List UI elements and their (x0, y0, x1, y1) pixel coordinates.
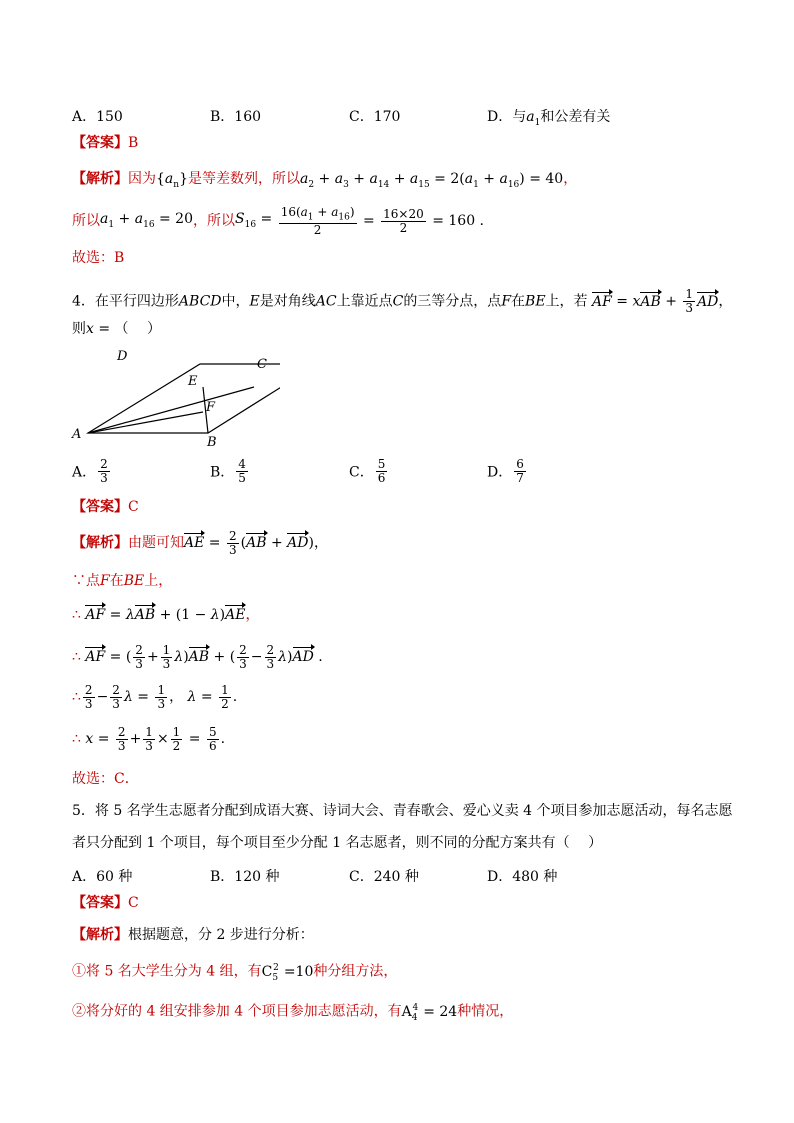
q5-stem-line2: 者只分配到 1 个项目，每个项目至少分配 1 名志愿者，则不同的分配方案共有（ ） (72, 835, 603, 851)
q5-step1: ①将 5 名大学生分为 4 组，有$C_5^2 =10$种分组方法， (72, 963, 398, 983)
q4-analysis-line4: ∴ AF = ( $\frac{2}{3}$ + $\frac{1}{3}$ λ)AB + ( $\frac{2}{3}$ − $\frac{2}{3}$ λ)AD . (72, 643, 323, 672)
q3-analysis-line2: 所以$a_1 + a_{16} = 20$，所以$S_{16}$ = $\frac{16(a_1 + a_{16})}{2}$ = $\frac{16\times 20}{2}$ = 160 . (72, 205, 485, 238)
label-f: F (206, 400, 216, 415)
q4-analysis-line2: ∵点F在BE上， (72, 573, 173, 589)
q4-conclusion: 故选：C． (72, 771, 139, 787)
q5-answer: 【答案】C (72, 895, 139, 911)
q3-conclusion: 故选：B (72, 250, 125, 266)
label-a: A (72, 427, 82, 442)
q4-answer: 【答案】C (72, 499, 139, 515)
q4-option-b: B． $\frac{4}{5}$ (210, 457, 246, 486)
q4-option-a: A． $\frac{2}{3}$ (72, 457, 108, 486)
label-b: B (207, 435, 217, 448)
q3-option-b: B．160 (210, 109, 262, 125)
q4-option-d: D． $\frac{6}{7}$ (487, 457, 524, 486)
q4-stem-line2: 则x = （ ） (72, 321, 161, 337)
q4-analysis-line6: ∴ x = $\frac{2}{3}$ + $\frac{1}{3}$ × $\frac{1}{2}$ = $\frac{5}{6}$ . (72, 725, 226, 754)
q3-analysis-line1: 【解析】因为$\{a_n\}$是等差数列，所以$a_2 + a_3 + a_{14} + a_{15} = 2(a_1 + a_{16}) = 40$， (72, 171, 578, 190)
q4-stem-line1: 4．在平行四边形ABCD中，E是对角线AC上靠近点C的三等分点，点F在BE上，若 AF = xAB + $\frac{1}{3}$ AD， (72, 287, 733, 316)
diagonal-ac (88, 387, 254, 433)
q3-answer: 【答案】B (72, 135, 139, 151)
label-c: C (257, 357, 267, 372)
q3-option-c: C．170 (349, 109, 401, 125)
q5-option-d: D．480 种 (487, 869, 558, 885)
parallelogram-abcd (88, 364, 280, 433)
q5-step2: ②将分好的 4 组安排参加 4 个项目参加志愿活动，有$A_4^4 = 24$种情况， (72, 1003, 514, 1023)
label-e: E (188, 374, 198, 389)
q4-analysis-line3: ∴ AF = λAB + (1 − λ)AE， (72, 607, 260, 623)
q4-analysis-line5: ∴ $\frac{2}{3}$ − $\frac{2}{3}$ λ = $\frac{1}{3}$ ， λ = $\frac{1}{2}$ . (72, 683, 238, 712)
q5-stem-line1: 5．将 5 名学生志愿者分配到成语大赛、诗词大会、青春歌会、爱心义卖 4 个项目参加志愿活动，每名志愿 (72, 803, 733, 819)
q3-option-a: A．150 (72, 109, 123, 125)
q5-option-b: B．120 种 (210, 869, 280, 885)
q4-analysis-line1: 【解析】由题可知AE = $\frac{2}{3}$ (AB + AD)， (72, 529, 328, 558)
label-d: D (117, 349, 128, 364)
q3-option-d: D．与$a_1$和公差有关 (487, 109, 611, 128)
q5-option-a: A．60 种 (72, 869, 133, 885)
parallelogram-figure (70, 348, 280, 448)
q5-analysis: 【解析】根据题意，分 2 步进行分析： (72, 927, 314, 943)
q4-option-c: C． $\frac{5}{6}$ (349, 457, 386, 486)
q5-option-c: C．240 种 (349, 869, 419, 885)
